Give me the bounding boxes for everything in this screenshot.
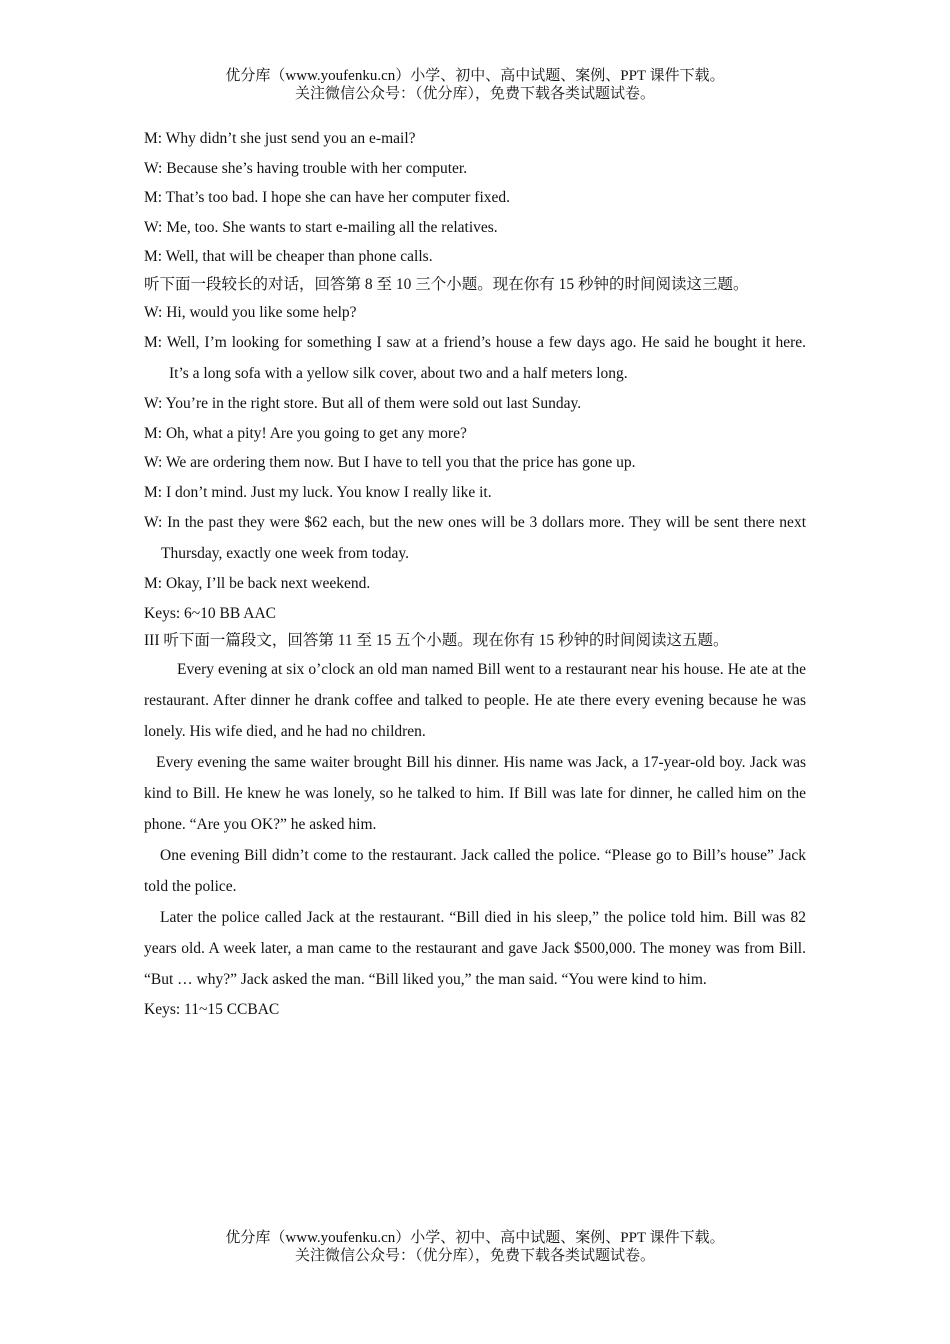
dialog2-line-6: M: I don’t mind. Just my luck. You know I really like it. bbox=[144, 483, 492, 501]
page-footer bbox=[0, 1229, 950, 1265]
dialog2-line-4: M: Oh, what a pity! Are you going to get any more? bbox=[144, 424, 467, 442]
header-line-1: 优分库（www.youfenku.cn）小学、初中、高中试题、案例、PPT 课件下载。 bbox=[225, 68, 725, 84]
dialog2-line-3: W: You’re in the right store. But all of them were sold out last Sunday. bbox=[144, 395, 582, 412]
dialog1-line-3: M: That’s too bad. I hope she can have her computer fixed. bbox=[144, 189, 511, 206]
dialog2-line-2: M: Well, I’m looking for something I saw at a friend’s house a few days ago. He said he bought it here. It’s a long sofa with a yellow silk cover, about two and a half meters long. bbox=[144, 334, 806, 382]
header-line-2: 关注微信公众号：（优分库），免费下载各类试题试卷。 bbox=[294, 86, 655, 102]
dialog1-line-2: W: Because she’s having trouble with her computer. bbox=[144, 159, 468, 177]
dialog2-line-5: W: We are ordering them now. But I have to tell you that the price has gone up. bbox=[144, 454, 636, 471]
passage-paragraph-4: Later the police called Jack at the restaurant. “Bill died in his sleep,” the police told him. Bill was 82 years old. A week later, a man came to the restaurant and gave Jack $500,000. The money was from Bill. “But … why?” Jack asked the man. “Bill liked you,” the man said. “You were kind to him. bbox=[144, 909, 806, 988]
footer-line-2: 关注微信公众号：（优分库），免费下载各类试题试卷。 bbox=[294, 1248, 655, 1264]
dialog1-line-1: M: Why didn’t she just send you an e-mail? bbox=[144, 130, 416, 147]
passage-paragraph-1: Every evening at six o’clock an old man named Bill went to a restaurant near his house. He ate at the restaurant. After dinner he drank coffee and talked to people. He ate there every evening because he was lonely. His wife died, and he had no children. bbox=[144, 661, 806, 740]
dialog2-line-1: W: Hi, would you like some help? bbox=[144, 303, 357, 321]
footer-line-1: 优分库（www.youfenku.cn）小学、初中、高中试题、案例、PPT 课件下载。 bbox=[225, 1230, 725, 1246]
dialog1-line-5: M: Well, that will be cheaper than phone calls. bbox=[144, 248, 433, 265]
dialog2-line-7: W: In the past they were $62 each, but the new ones will be 3 dollars more. They will be sent there next Thursday, exactly one week from today. bbox=[144, 514, 806, 562]
answer-keys-section-3: Keys: 11~15 CCBAC bbox=[144, 1001, 280, 1018]
document-body bbox=[144, 124, 806, 1025]
page-header bbox=[0, 67, 950, 103]
passage-paragraph-3: One evening Bill didn’t come to the restaurant. Jack called the police. “Please go to Bill’s house” Jack told the police. bbox=[144, 847, 806, 895]
dialog1-line-4: W: Me, too. She wants to start e-mailing all the relatives. bbox=[144, 218, 498, 236]
instruction-section-3: III 听下面一篇段文，回答第 11 至 15 五个小题。现在你有 15 秒钟的时间阅读这五题。 bbox=[144, 632, 729, 649]
dialog2-line-8: M: Okay, I’ll be back next weekend. bbox=[144, 575, 371, 592]
instruction-section-2: 听下面一段较长的对话，回答第 8 至 10 三个小题。现在你有 15 秒钟的时间阅读这三题。 bbox=[144, 275, 749, 293]
answer-keys-section-2: Keys: 6~10 BB AAC bbox=[144, 604, 276, 622]
passage-paragraph-2: Every evening the same waiter brought Bill his dinner. His name was Jack, a 17-year-old boy. Jack was kind to Bill. He knew he was lonely, so he talked to him. If Bill was late for dinner, he called him on the phone. “Are you OK?” he asked him. bbox=[144, 754, 806, 833]
